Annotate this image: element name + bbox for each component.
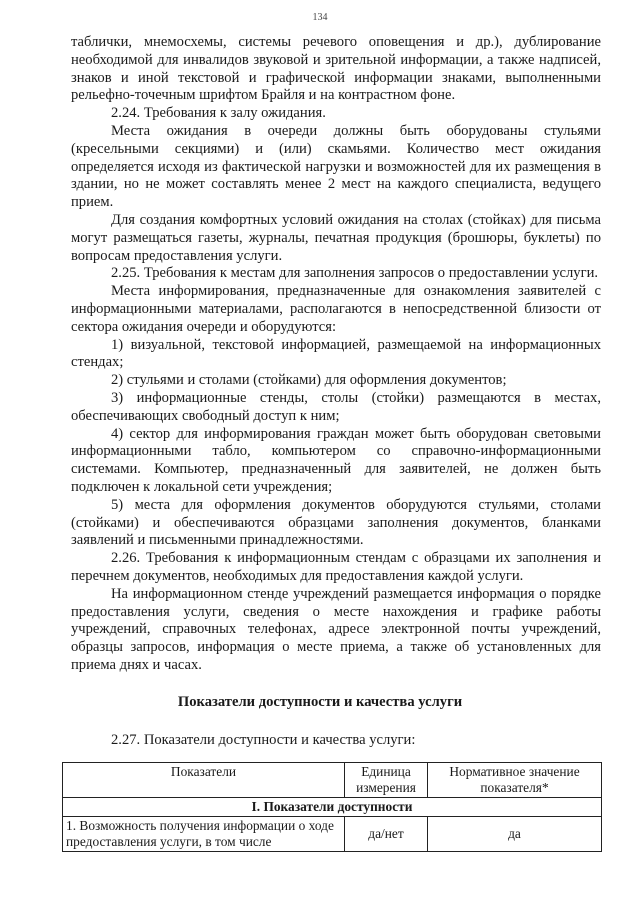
paragraph: Для создания комфортных условий ожидания на столах (стойках) для письма могут размещаться газеты, журналы, печатная продукция (брошюры, буклеты) по вопросам предоставления услуги. (71, 211, 601, 264)
page-number: 134 (312, 12, 328, 23)
paragraph: Места информирования, предназначенные для ознакомления заявителей с информационными материалами, располагаются в непосредственной близости от сектора ожидания очереди и оборудуются: (71, 283, 601, 335)
table-header-row (63, 763, 602, 798)
paragraph: На информационном стенде учреждений размещается информация о порядке предоставления услуги, сведения о месте нахождения и графике работы учреждений, справочных телефонах, адресе электронной почты учреждений, образцы запросов, информация о месте приема, а также об установленных для приема днях и часах. (71, 585, 601, 673)
table-section-row (63, 798, 602, 817)
table-intro: 2.27. Показатели доступности и качества услуги: (111, 732, 416, 748)
paragraph: 2.24. Требования к залу ожидания. (111, 105, 326, 122)
paragraph: Места ожидания в очереди должны быть оборудованы стульями (кресельными секциями) и (или) скамьями. Количество мест ожидания определяется исходя из фактической нагрузки и возможностей для их размещения в здании, но не может составлять менее 2 мест на каждого специалиста, ведущего прием. (71, 122, 601, 211)
paragraph: 2) стульями и столами (стойками) для оформления документов; (111, 372, 507, 389)
paragraph: 2.26. Требования к информационным стендам с образцами их заполнения и перечнем документов, необходимых для предоставления каждой услуги. (71, 550, 601, 584)
paragraph: 4) сектор для информирования граждан может быть оборудован световыми информационными табло, компьютером со справочно-информационными системами. Компьютер, предназначенный для заявителей, не должен быть подключен к локальной сети учреждения; (71, 425, 601, 495)
section-heading: Показатели доступности и качества услуги (177, 694, 463, 710)
unit-cell: да/нет (345, 817, 428, 852)
table-row (63, 817, 602, 852)
paragraph: таблички, мнемосхемы, системы речевого оповещения и др.), дублирование необходимой для инвалидов звуковой и зрительной информации, а также надписей, знаков и иной текстовой и графической информации знаками, выполненными рельефно-точечным шрифтом Брайля и на контрастном фоне. (71, 34, 601, 104)
header-unit: Единица измерения (345, 763, 428, 798)
paragraph: 2.25. Требования к местам для заполнения запросов о предоставлении услуги. (111, 265, 599, 282)
paragraph: 5) места для оформления документов оборудуются стульями, столами (стойками) и обеспечиваются образцами заполнения документов, бланками заявлений и письменными принадлежностями. (71, 496, 601, 549)
paragraph: 3) информационные стенды, столы (стойки) размещаются в местах, обеспечивающих свободный доступ к ним; (71, 389, 601, 424)
section-accessibility: I. Показатели доступности (63, 798, 602, 817)
indicator-cell: 1. Возможность получения информации о ходе предоставления услуги, в том числе (63, 817, 345, 852)
header-indicators: Показатели (63, 763, 345, 798)
paragraph: 1) визуальной, текстовой информацией, размещаемой на информационных стендах; (71, 336, 601, 371)
body-text (71, 34, 601, 675)
header-normative-value: Нормативное значение показателя* (428, 763, 602, 798)
value-cell: да (428, 817, 602, 852)
indicators-table (62, 762, 602, 852)
